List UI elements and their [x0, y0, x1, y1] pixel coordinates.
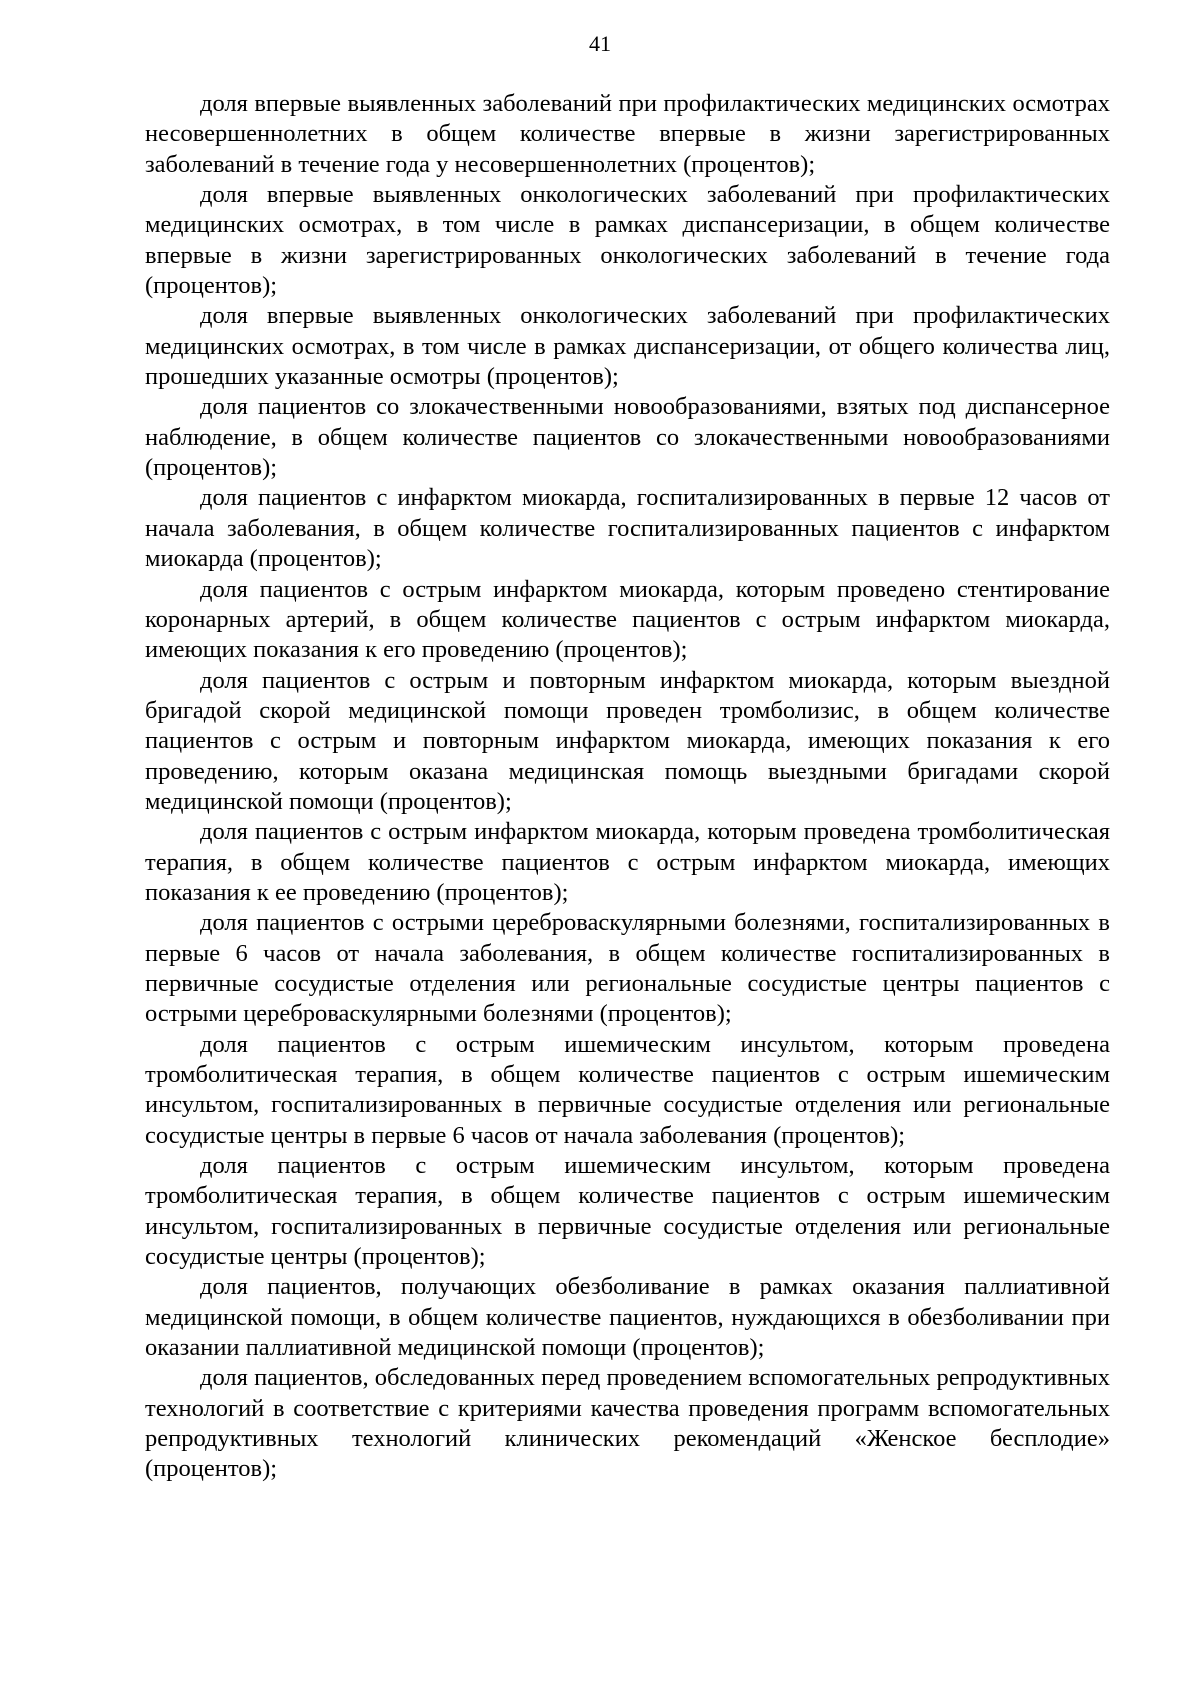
- paragraph: доля пациентов с острым инфарктом миокарда, которым проведено стентирование коронарных артерий, в общем количестве пациентов с острым инфарктом миокарда, имеющих показания к его проведению (процентов);: [145, 575, 1110, 664]
- paragraph: доля пациентов со злокачественными новообразованиями, взятых под диспансерное наблюдение, в общем количестве пациентов со злокачественными новообразованиями (процентов);: [145, 393, 1110, 482]
- paragraph: доля впервые выявленных онкологических заболеваний при профилактических медицинских осмотрах, в том числе в рамках диспансеризации, в общем количестве впервые в жизни зарегистрированных онкологических заболеваний в течение года (процентов);: [145, 181, 1110, 300]
- paragraph: доля пациентов с острыми цереброваскулярными болезнями, госпитализированных в первые 6 часов от начала заболевания, в общем количестве госпитализированных в первичные сосудистые отделения или региональные сосудистые центры пациентов с острыми цереброваскулярными болезнями (процентов);: [145, 909, 1110, 1028]
- paragraph: доля пациентов с инфарктом миокарда, госпитализированных в первые 12 часов от начала заболевания, в общем количестве госпитализированных пациентов с инфарктом миокарда (процентов);: [145, 484, 1110, 573]
- paragraph: доля впервые выявленных онкологических заболеваний при профилактических медицинских осмотрах, в том числе в рамках диспансеризации, от общего количества лиц, прошедших указанные осмотры (процентов);: [145, 302, 1110, 391]
- paragraph: доля пациентов с острым ишемическим инсультом, которым проведена тромболитическая терапия, в общем количестве пациентов с острым ишемическим инсультом, госпитализированных в первичные сосудистые отделения или региональные сосудистые центры в первые 6 часов от начала заболевания (процентов);: [145, 1030, 1110, 1149]
- document-body: [145, 89, 1110, 1485]
- paragraph: доля пациентов с острым инфарктом миокарда, которым проведена тромболитическая терапия, в общем количестве пациентов с острым инфарктом миокарда, имеющих показания к ее проведению (процентов);: [145, 818, 1110, 906]
- paragraph: доля пациентов, обследованных перед проведением вспомогательных репродуктивных технологий в соответствие с критериями качества проведения программ вспомогательных репродуктивных технологий клинических рекомендаций «Женское бесплодие» (процентов);: [145, 1364, 1110, 1483]
- paragraph: доля пациентов с острым и повторным инфарктом миокарда, которым выездной бригадой скорой медицинской помощи проведен тромболизис, в общем количестве пациентов с острым и повторным инфарктом миокарда, имеющих показания к его проведению, которым оказана медицинская помощь выездными бригадами скорой медицинской помощи (процентов);: [145, 666, 1110, 815]
- paragraph: доля впервые выявленных заболеваний при профилактических медицинских осмотрах несовершеннолетних в общем количестве впервые в жизни зарегистрированных заболеваний в течение года у несовершеннолетних (процентов);: [145, 90, 1110, 178]
- page-number: 41: [589, 31, 611, 56]
- paragraph: доля пациентов, получающих обезболивание в рамках оказания паллиативной медицинской помощи, в общем количестве пациентов, нуждающихся в обезболивании при оказании паллиативной медицинской помощи (процентов);: [145, 1273, 1110, 1362]
- paragraph: доля пациентов с острым ишемическим инсультом, которым проведена тромболитическая терапия, в общем количестве пациентов с острым ишемическим инсультом, госпитализированных в первичные сосудистые отделения или региональные сосудистые центры (процентов);: [145, 1152, 1110, 1271]
